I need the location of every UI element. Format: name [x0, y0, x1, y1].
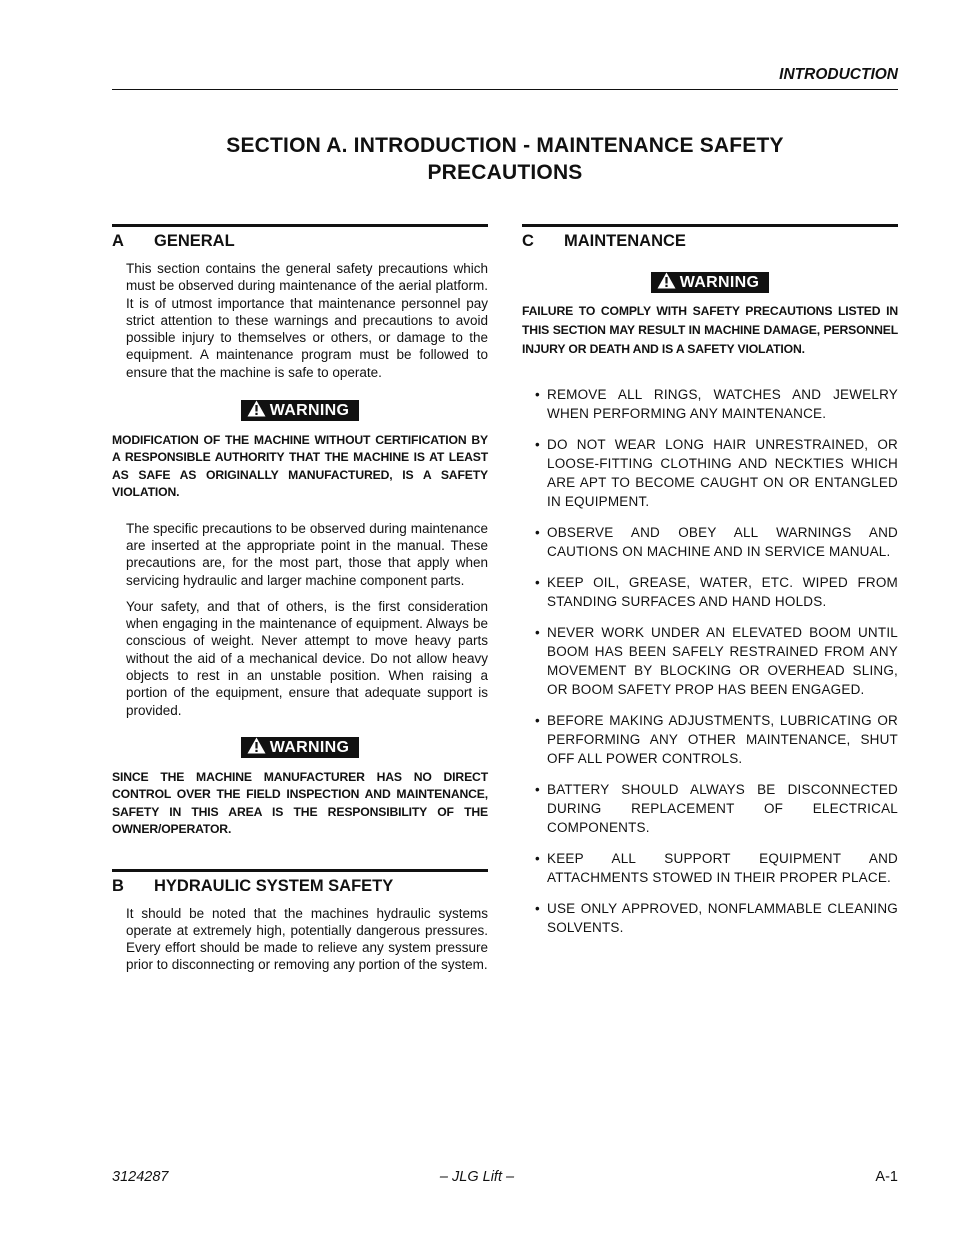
list-item-text: KEEP ALL SUPPORT EQUIPMENT AND ATTACHMENTS STOWED IN THEIR PROPER PLACE.: [547, 851, 898, 885]
warning-label-box: [651, 272, 769, 293]
bullet-dot-icon: •: [535, 713, 540, 728]
page-title-line-1: SECTION A. INTRODUCTION - MAINTENANCE SAFETY: [226, 134, 784, 157]
section-b-letter: B: [112, 876, 124, 895]
list-item: [522, 899, 898, 937]
list-item-text: OBSERVE AND OBEY ALL WARNINGS AND CAUTIONS ON MACHINE AND IN SERVICE MANUAL.: [547, 525, 898, 559]
bullet-dot-icon: •: [535, 437, 540, 452]
list-item-text: DO NOT WEAR LONG HAIR UNRESTRAINED, OR LOOSE-FITTING CLOTHING AND NECKTIES WHICH ARE APT TO BECOME CAUGHT ON OR ENTANGLED IN EQUIPMENT.: [547, 437, 898, 509]
section-b-paragraph-1: It should be noted that the machines hydraulic systems operate at extremely high, potentially dangerous pressures. Every effort should be made to relieve any system pressure prior to disconnecting or removing any portion of the system.: [126, 905, 488, 973]
warning-label: WARNING: [269, 738, 350, 756]
warning-text-1: MODIFICATION OF THE MACHINE WITHOUT CERTIFICATION BY A RESPONSIBLE AUTHORITY THAT THE MACHINE IS AT LEAST AS SAFE AS ORIGINALLY MANUFACTURED, IS A SAFETY VIOLATION.: [112, 433, 488, 500]
warning-banner-2: [112, 737, 488, 758]
list-item: [522, 385, 898, 423]
right-column: [522, 224, 898, 949]
list-item: [522, 780, 898, 837]
section-a-paragraph-2: The specific precautions to be observed during maintenance are inserted at the appropriate point in the manual. These precautions are, for the most part, those that apply when servicing hydraulic and larger machine component parts.: [126, 520, 488, 588]
warning-banner-3: [522, 272, 898, 293]
bullet-dot-icon: •: [535, 782, 540, 797]
running-header: INTRODUCTION: [779, 66, 898, 83]
warning-label-box: [241, 737, 359, 758]
section-b-title: HYDRAULIC SYSTEM SAFETY: [154, 876, 394, 895]
warning-label: WARNING: [679, 274, 760, 291]
warning-triangle-icon: [247, 400, 266, 417]
warning-triangle-icon: [247, 737, 266, 754]
footer-doc-number: 3124287: [112, 1169, 169, 1185]
bullet-dot-icon: •: [535, 525, 540, 540]
list-item-text: NEVER WORK UNDER AN ELEVATED BOOM UNTIL BOOM HAS BEEN SAFELY RESTRAINED FROM ANY MOVEMENT BY BLOCKING OR OVERHEAD SLING, OR BOOM SAFETY PROP HAS BEEN ENGAGED.: [547, 625, 898, 697]
list-item-text: BEFORE MAKING ADJUSTMENTS, LUBRICATING OR PERFORMING ANY OTHER MAINTENANCE, SHUT OFF ALL POWER CONTROLS.: [547, 713, 898, 766]
list-item-text: BATTERY SHOULD ALWAYS BE DISCONNECTED DURING REPLACEMENT OF ELECTRICAL COMPONENTS.: [547, 782, 898, 835]
bullet-dot-icon: •: [535, 387, 540, 402]
section-b-heading: [112, 869, 488, 897]
header-rule: [112, 89, 898, 90]
list-item: [522, 523, 898, 561]
warning-text-2: SINCE THE MACHINE MANUFACTURER HAS NO DIRECT CONTROL OVER THE FIELD INSPECTION AND MAINTENANCE, SAFETY IN THIS AREA IS THE RESPONSIBILITY OF THE OWNER/OPERATOR.: [112, 769, 488, 837]
maintenance-bullet-list: [522, 385, 898, 937]
list-item: [522, 711, 898, 768]
bullet-dot-icon: •: [535, 901, 540, 916]
list-item: [522, 573, 898, 611]
warning-banner-1: [112, 400, 488, 421]
warning-label-box: [241, 400, 359, 421]
bullet-dot-icon: •: [535, 575, 540, 590]
page-title: [112, 132, 898, 186]
warning-text-3: FAILURE TO COMPLY WITH SAFETY PRECAUTIONS LISTED IN THIS SECTION MAY RESULT IN MACHINE DAMAGE, PERSONNEL INJURY OR DEATH AND IS A SAFETY VIOLATION.: [522, 304, 898, 356]
section-c-heading: [522, 224, 898, 252]
list-item: [522, 435, 898, 511]
section-a-paragraph-3: Your safety, and that of others, is the first consideration when engaging in the maintenance of equipment. Always be conscious of weight. Never attempt to move heavy parts without the aid of a mechanical device. Do not allow heavy objects to rest in an unstable position. When raising a portion of the equipment, ensure that adequate support is provided.: [126, 598, 488, 718]
section-a-letter: A: [112, 232, 124, 250]
bullet-dot-icon: •: [535, 851, 540, 866]
footer-page-number: A-1: [875, 1169, 898, 1185]
section-c-title: MAINTENANCE: [564, 232, 686, 250]
list-item-text: KEEP OIL, GREASE, WATER, ETC. WIPED FROM STANDING SURFACES AND HAND HOLDS.: [547, 575, 898, 609]
left-column: [112, 224, 488, 974]
list-item-text: USE ONLY APPROVED, NONFLAMMABLE CLEANING SOLVENTS.: [547, 901, 898, 935]
warning-triangle-icon: [657, 272, 676, 289]
bullet-dot-icon: •: [535, 625, 540, 640]
list-item: [522, 623, 898, 699]
footer-publisher: – JLG Lift –: [439, 1169, 515, 1185]
section-a-heading: [112, 224, 488, 252]
section-a-title: GENERAL: [154, 232, 235, 250]
section-c-letter: C: [522, 232, 534, 250]
page-title-line-2: PRECAUTIONS: [427, 161, 583, 184]
section-a-paragraph-1: This section contains the general safety precautions which must be observed during maintenance of the aerial platform. It is of utmost importance that maintenance personnel pay strict attention to these warnings and precautions to avoid possible injury to themselves or others, or damage to the equipment. A maintenance program must be followed to ensure that the machine is safe to operate.: [126, 261, 488, 380]
warning-label: WARNING: [269, 402, 350, 420]
list-item: [522, 849, 898, 887]
list-item-text: REMOVE ALL RINGS, WATCHES AND JEWELRY WHEN PERFORMING ANY MAINTENANCE.: [547, 387, 898, 421]
